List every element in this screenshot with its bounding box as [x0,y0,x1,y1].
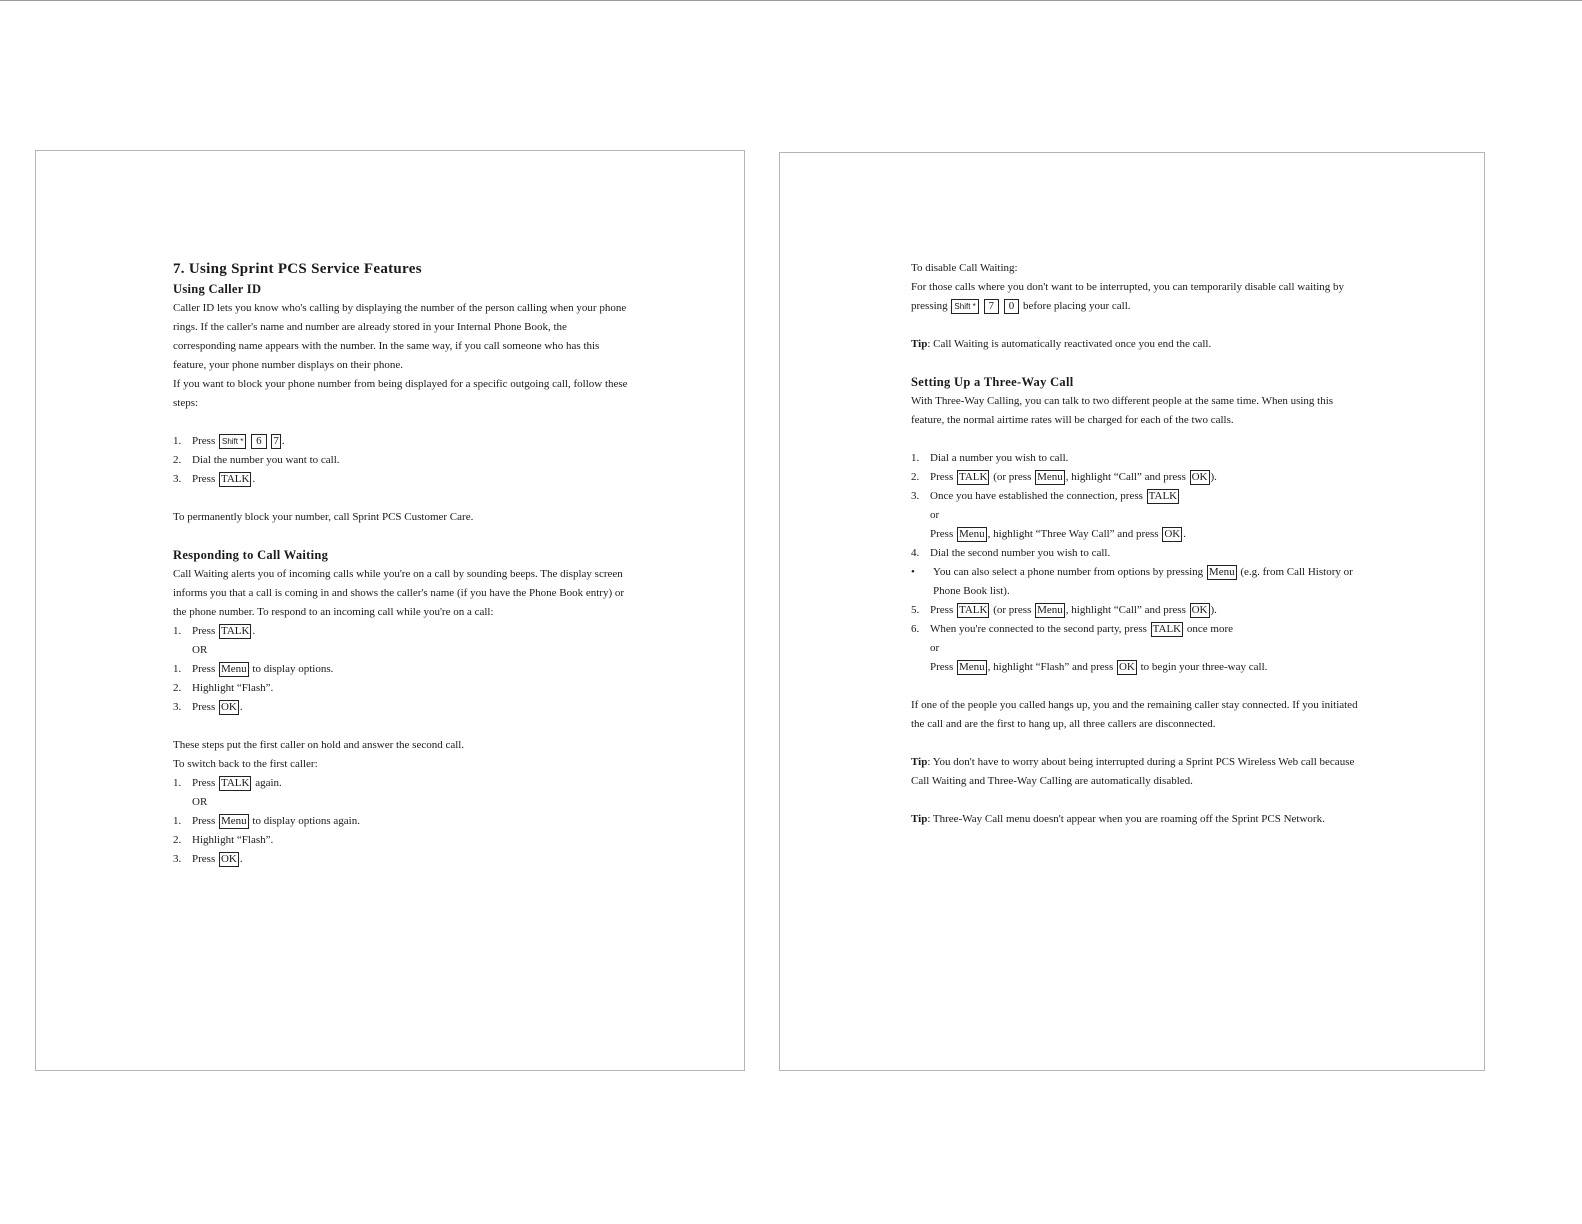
call-waiting-steps-a [173,622,628,641]
or-label: or [930,642,940,654]
menu-key: Menu [1208,566,1235,578]
talk-key: TALK [958,471,988,483]
list-item: 6. When you're connected to the second party, press TALK once more [911,623,1233,635]
caller-id-heading: Using Caller ID [173,282,262,296]
ok-key: OK [1191,604,1208,616]
right-page-content [911,259,1366,829]
three-way-paragraph-2: If one of the people you called hangs up, you and the remaining caller stay connected. If you initiated the call and are the first to hang up, all three callers are disconnected. [911,699,1358,730]
page-right [779,152,1485,1071]
call-waiting-steps-c [173,774,628,793]
tip-1: Tip: Call Waiting is automatically reactivated once you end the call. [911,338,1212,350]
call-waiting-steps-d [173,812,628,869]
ok-key: OK [1118,661,1135,673]
talk-key: TALK [1148,490,1178,502]
three-way-paragraph-1: With Three-Way Calling, you can talk to two different people at the same time. When using this feature, the normal airtime rates will be charged for each of the two calls. [911,395,1334,426]
list-item: 3. Press OK . [173,701,243,713]
menu-key: Menu [958,528,985,540]
key-0: 0 [1004,299,1020,314]
disable-call-waiting-label: To disable Call Waiting: [911,262,1018,274]
or-label: OR [192,644,208,656]
three-way-steps-cont [911,544,1366,563]
alternate-step-3: Press Menu , highlight “Three Way Call” and press OK . [930,528,1186,540]
list-item: 1. Press Shift * 6 7 . [173,435,285,447]
alternate-step-6: Press Menu , highlight “Flash” and press OK to begin your three-way call. [930,661,1268,673]
list-item: 2. Dial the number you want to call. [173,454,340,466]
tip-3: Tip: Three-Way Call menu doesn't appear when you are roaming off the Sprint PCS Network. [911,813,1325,825]
page-left [35,150,745,1071]
three-way-heading: Setting Up a Three-Way Call [911,375,1074,389]
list-item: 4. Dial the second number you wish to call. [911,547,1111,559]
key-6: 6 [251,434,267,449]
ok-key: OK [220,701,237,713]
list-item: 1. Press TALK . [173,625,256,637]
three-way-steps [911,449,1366,506]
menu-key: Menu [958,661,985,673]
talk-key: TALK [1152,623,1182,635]
key-7: 7 [984,299,1000,314]
or-label: OR [192,796,208,808]
talk-key: TALK [220,625,250,637]
menu-key: Menu [220,663,247,675]
bullet-icon: • [911,566,915,578]
list-item: 3. Once you have established the connection, press TALK [911,490,1178,502]
tip-2: Tip: You don't have to worry about being interrupted during a Sprint PCS Wireless Web call because Call Waiting and Three-Way Calling are automatically disabled. [911,756,1355,787]
list-item: 2. Press TALK (or press Menu , highlight “Call” and press OK ). [911,471,1217,483]
top-scan-line [0,0,1582,1]
list-item: 1. Dial a number you wish to call. [911,452,1069,464]
disable-call-waiting-paragraph: For those calls where you don't want to be interrupted, you can temporarily disable call waiting by pressing Shift * 7 0 before placing your call. [911,281,1345,312]
left-page-content [173,258,628,869]
list-item: 3. Press OK . [173,853,243,865]
ok-key: OK [1191,471,1208,483]
call-waiting-paragraph-1: Call Waiting alerts you of incoming calls while you're on a call by sounding beeps. The display screen informs you that a call is coming in and shows the caller's name (if you have the Phone Book entry) or the phone number. To respond to an incoming call while you're on a call: [173,568,625,618]
ok-key: OK [1164,528,1181,540]
ok-key: OK [220,853,237,865]
menu-key: Menu [1037,604,1063,616]
key-7: 7 [273,435,279,447]
list-item: 1. Press Menu to display options again. [173,815,360,827]
list-item: 1. Press Menu to display options. [173,663,334,675]
call-waiting-paragraph-3: To switch back to the first caller: [173,758,318,770]
list-item: 5. Press TALK (or press Menu , highlight “Call” and press OK ). [911,604,1217,616]
or-label: or [930,509,940,521]
call-waiting-heading: Responding to Call Waiting [173,548,329,562]
caller-id-paragraph-1: Caller ID lets you know who's calling by displaying the number of the person calling when your phone rings. If the caller's name and number are already stored in your Internal Phone Book, the corresponding name appears with the number. In the same way, if you call someone who has this feature, your phone number displays on their phone. [173,302,627,371]
list-item: 2. Highlight “Flash”. [173,834,274,846]
caller-id-paragraph-3: To permanently block your number, call Sprint PCS Customer Care. [173,511,474,523]
talk-key: TALK [958,604,988,616]
shift-star-key: Shift * [951,299,978,314]
bullet-item: • You can also select a phone number from options by pressing Menu (e.g. from Call History or Phone Book list). [911,563,1366,601]
caller-id-paragraph-2: If you want to block your phone number from being displayed for a specific outgoing call, follow these steps: [173,378,628,409]
list-item: 3. Press TALK . [173,473,256,485]
call-waiting-paragraph-2: These steps put the first caller on hold and answer the second call. [173,739,465,751]
section-title: 7. Using Sprint PCS Service Features [173,261,422,277]
talk-key: TALK [220,473,250,485]
three-way-steps-final [911,601,1366,639]
call-waiting-steps-b [173,660,628,717]
list-item: 1. Press TALK again. [173,777,282,789]
list-item: 2. Highlight “Flash”. [173,682,274,694]
shift-star-key: Shift * [219,434,246,449]
menu-key: Menu [1037,471,1063,483]
menu-key: Menu [220,815,247,827]
caller-id-steps [173,432,628,489]
talk-key: TALK [220,777,250,789]
